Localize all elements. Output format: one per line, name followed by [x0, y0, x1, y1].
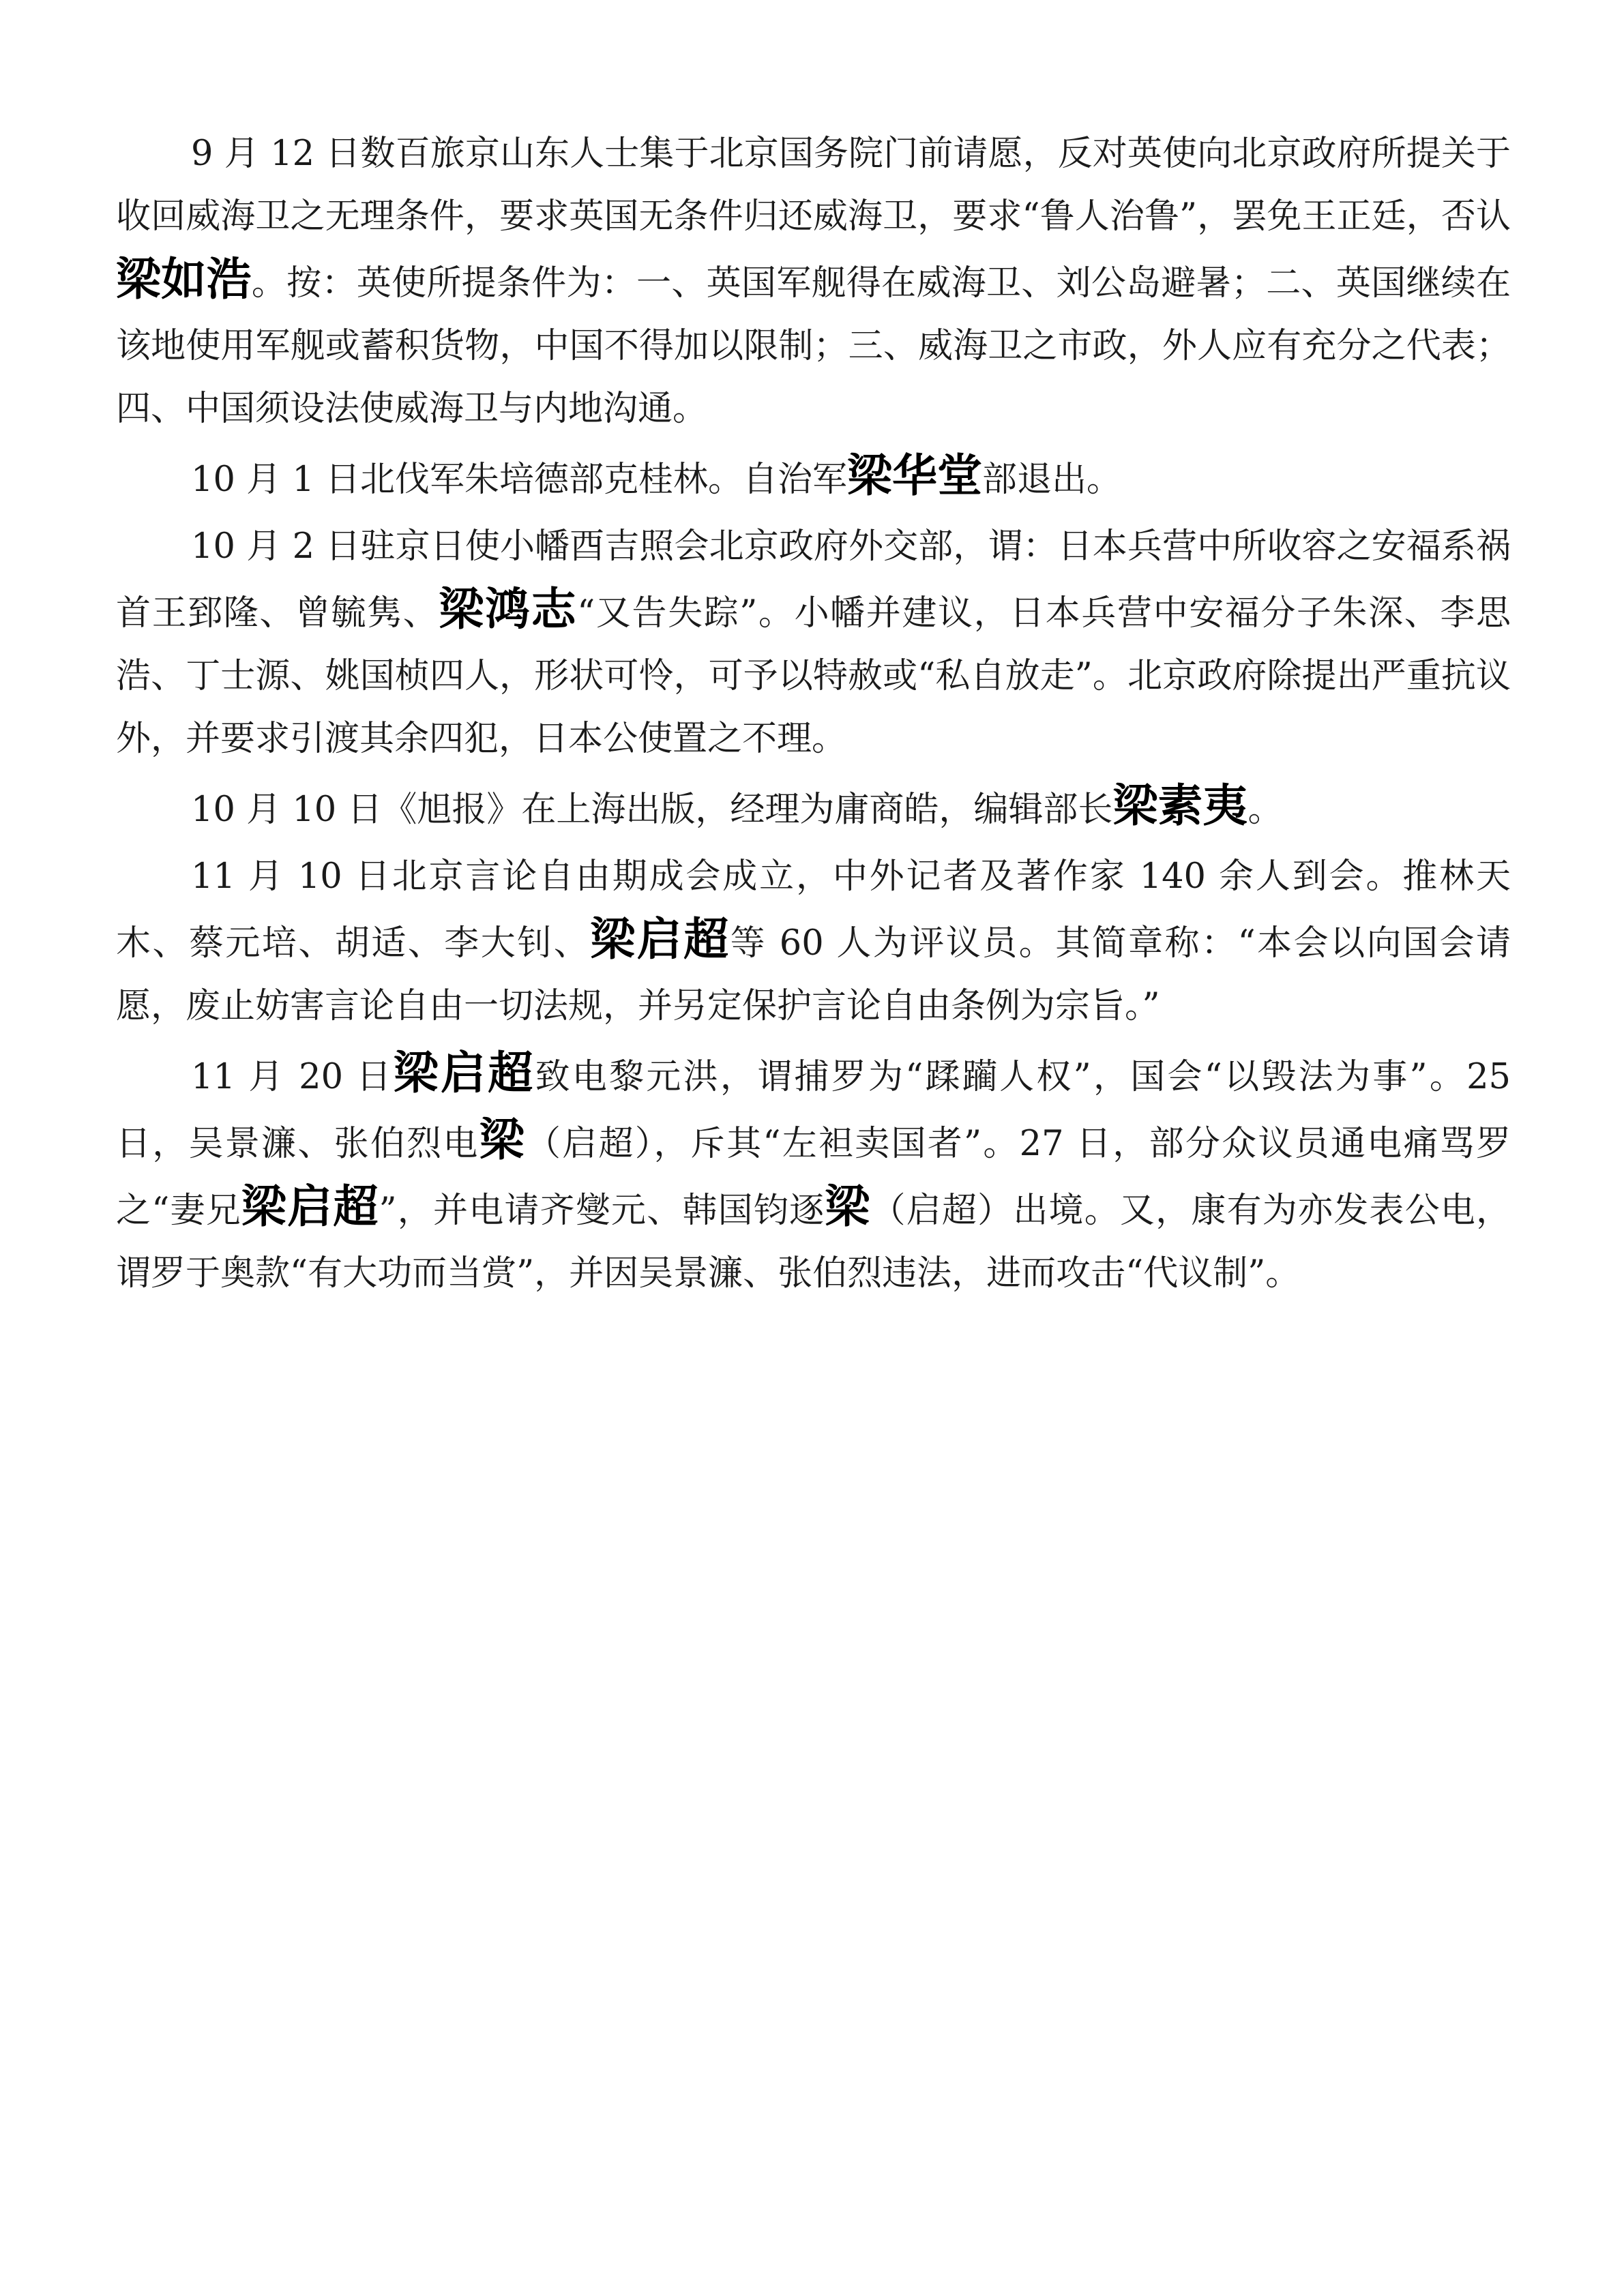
text-run: ”，并电请齐燮元、韩国钧逐: [379, 1191, 825, 1231]
text-run: （启超），斥其“左袒卖国者”。27 日，部分众议员通电痛骂罗之“妻兄: [116, 1124, 1511, 1231]
paragraph-oct-10: [116, 775, 1511, 841]
highlighted-name: 梁如浩: [116, 253, 252, 305]
highlighted-name: 梁启超: [241, 1180, 379, 1233]
highlighted-name: 梁: [825, 1180, 871, 1233]
highlighted-name: 梁启超: [393, 1047, 535, 1099]
text-run: （启超）出境。又，康有为亦发表公电，谓罗于奥款“有大功而当赏”，并因吴景濂、张伯烈违法，进而攻击“代议制”。: [116, 1191, 1511, 1294]
highlighted-name: 梁鸿志: [439, 583, 578, 636]
text-run: 。按：英使所提条件为：一、英国军舰得在威海卫、刘公岛避暑；二、英国继续在该地使用军舰或蓄积货物，中国不得加以限制；三、威海卫之市政，外人应有充分之代表；四、中国须设法使威海卫与内地沟通。: [116, 263, 1511, 429]
text-run: 10 月 10 日《旭报》在上海出版，经理为庸商皓，编辑部长: [191, 790, 1113, 830]
paragraph-nov-10: [116, 846, 1511, 1038]
text-run: 11 月 10 日北京言论自由期成会成立，中外记者及著作家 140 余人到会。推林天木、蔡元培、胡适、李大钊、: [116, 856, 1511, 964]
paragraph-oct-2: [116, 516, 1511, 771]
paragraph-sep-12: [116, 123, 1511, 441]
highlighted-name: 梁素夷: [1112, 779, 1248, 832]
text-run: 。: [1247, 790, 1283, 830]
paragraph-nov-20: [116, 1042, 1511, 1305]
text-run: 等 60 人为评议员。其简章称：“本会以向国会请愿，废止妨害言论自由一切法规，并另定保护言论自由条例为宗旨。”: [116, 923, 1511, 1026]
text-run: 部退出。: [981, 460, 1121, 500]
highlighted-name: 梁: [479, 1114, 526, 1166]
text-run: 致电黎元洪，谓捕罗为“蹂躏人权”，国会“以毁法为事”。25 日，吴景濂、张伯烈电: [116, 1057, 1511, 1164]
paragraph-oct-1: [116, 445, 1511, 511]
highlighted-name: 梁启超: [590, 913, 730, 966]
text-run: 10 月 1 日北伐军朱培德部克桂林。自治军: [191, 460, 847, 500]
text-run: “又告失踪”。小幡并建议，日本兵营中安福分子朱深、李思浩、丁士源、姚国桢四人，形状可怜，可予以特赦或“私自放走”。北京政府除提出严重抗议外，并要求引渡其余四犯，日本公使置之不理。: [116, 593, 1511, 759]
text-run: 9 月 12 日数百旅京山东人士集于北京国务院门前请愿，反对英使向北京政府所提关于收回威海卫之无理条件，要求英国无条件归还威海卫，要求“鲁人治鲁”，罢免王正廷，否认: [116, 134, 1511, 237]
text-run: 10 月 2 日驻京日使小幡酉吉照会北京政府外交部，谓：日本兵营中所收容之安福系祸首王郅隆、曾毓隽、: [116, 526, 1511, 633]
highlighted-name: 梁华堂: [846, 449, 982, 502]
document-body: [116, 123, 1511, 1309]
text-run: 11 月 20 日: [191, 1057, 394, 1097]
